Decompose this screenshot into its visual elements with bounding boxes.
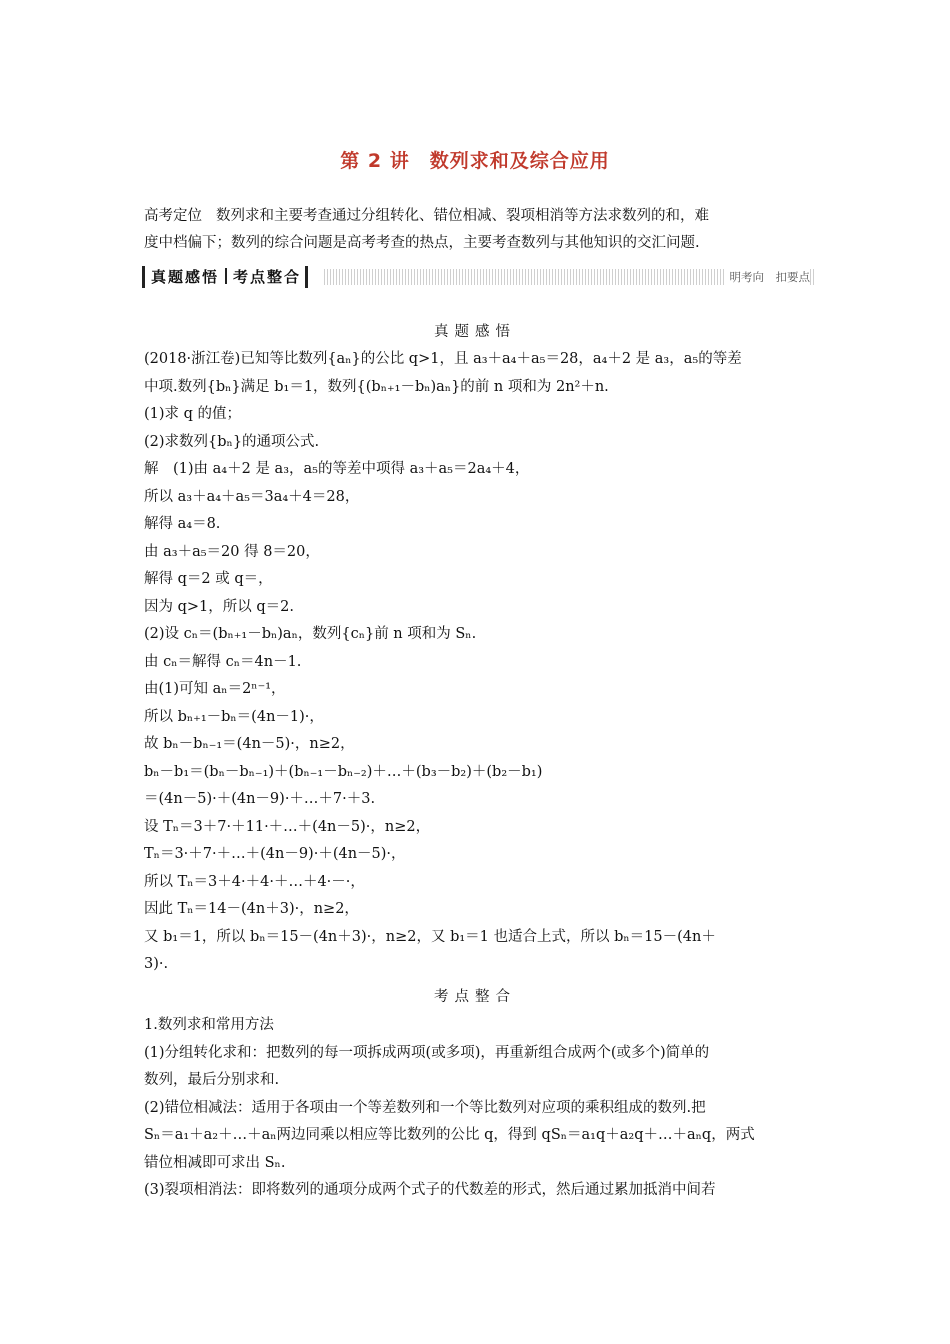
page-title: 第 2 讲 数列求和及综合应用	[340, 150, 610, 172]
text-line: 由 cₙ＝解得 cₙ＝4n－1.	[144, 653, 302, 670]
intro-line-2: 度中档偏下；数列的综合问题是高考考查的热点，主要考查数列与其他知识的交汇问题.	[144, 235, 700, 251]
text-line: 因此 Tₙ＝14－(4n＋3)·，n≥2，	[144, 901, 359, 917]
text-line: 数列，最后分别求和.	[144, 1072, 280, 1088]
text-line: 所以 a₃＋a₄＋a₅＝3a₄＋4＝28，	[144, 488, 360, 505]
text-line: (1)求 q 的值；	[144, 406, 242, 422]
text-line: 1.数列求和常用方法	[144, 1017, 274, 1033]
banner-end-bar	[305, 266, 308, 288]
banner-part-1: 真题感悟	[151, 268, 220, 286]
problem-solution	[144, 346, 816, 979]
text-line: 3)·.	[144, 956, 169, 972]
text-line: 由(1)可知 aₙ＝2ⁿ⁻¹，	[144, 681, 286, 697]
intro-line-1	[144, 203, 814, 230]
text-line: (2)设 cₙ＝(bₙ₊₁－bₙ)aₙ，数列{cₙ}前 n 项和为 Sₙ.	[144, 626, 477, 642]
banner-subtitle: 明考向 扣要点	[724, 266, 811, 288]
text-line: (2)错位相减法：适用于各项由一个等差数列和一个等比数列对应项的乘积组成的数列.把	[144, 1099, 706, 1116]
text-line: 解得 a₄＝8.	[144, 516, 221, 532]
intro-label: 高考定位	[144, 208, 202, 224]
text-line: Sₙ＝a₁＋a₂＋…＋aₙ两边同乘以相应等比数列的公比 q，得到 qSₙ＝a₁q＋a₂q＋…＋aₙq，两式	[144, 1127, 755, 1143]
banner-label-box	[142, 266, 314, 288]
text-line: ＝(4n－5)·＋(4n－9)·＋…＋7·＋3.	[144, 791, 376, 807]
text-line: (3)裂项相消法：即将数列的通项分成两个式子的代数差的形式，然后通过累加抵消中间若	[144, 1182, 716, 1198]
text-line: Tₙ＝3·＋7·＋…＋(4n－9)·＋(4n－5)·，	[144, 846, 406, 862]
text-line: bₙ－b₁＝(bₙ－bₙ₋₁)＋(bₙ₋₁－bₙ₋₂)＋…＋(b₃－b₂)＋(b₂－b₁)	[144, 763, 543, 780]
text-line: 由 a₃＋a₅＝20 得 8＝20，	[144, 543, 320, 560]
text-line: 中项.数列{bₙ}满足 b₁＝1，数列{(bₙ₊₁－bₙ)aₙ}的前 n 项和为 2n²＋n.	[144, 378, 609, 395]
text-line: (1)分组转化求和：把数列的每一项拆成两项(或多项)，再重新组合成两个(或多个)简单的	[144, 1044, 710, 1061]
section-heading-kaodian: 考点整合	[434, 989, 516, 1005]
section-banner	[142, 266, 814, 288]
text-line: 又 b₁＝1，所以 bₙ＝15－(4n＋3)·，n≥2，又 b₁＝1 也适合上式，所以 bₙ＝15－(4n＋	[144, 928, 716, 945]
section-heading-zhenti: 真题感悟	[434, 324, 516, 340]
intro-paragraph	[144, 203, 814, 257]
text-line: 错位相减即可求出 Sₙ.	[144, 1154, 286, 1171]
text-line: 解得 q＝2 或 q＝，	[144, 571, 273, 587]
text-line: 设 Tₙ＝3＋7·＋11·＋…＋(4n－5)·，n≥2，	[144, 818, 431, 835]
text-line: 解 (1)由 a₄＋2 是 a₃，a₅的等差中项得 a₃＋a₅＝2a₄＋4，	[144, 461, 530, 477]
text-line: 故 bₙ－bₙ₋₁＝(4n－5)·，n≥2，	[144, 736, 355, 752]
text-line: (2018·浙江卷)已知等比数列{aₙ}的公比 q>1，且 a₃＋a₄＋a₅＝28，a₄＋2 是 a₃，a₅的等差	[144, 351, 742, 367]
text-line: (2)求数列{bₙ}的通项公式.	[144, 433, 320, 450]
banner-part-2: 考点整合	[233, 268, 302, 286]
text-line: 所以 Tₙ＝3＋4·＋4·＋…＋4·－·，	[144, 873, 365, 890]
intro-text-1: 数列求和主要考查通过分组转化、错位相减、裂项相消等方法求数列的和，难	[216, 208, 709, 224]
text-line: 所以 bₙ₊₁－bₙ＝(4n－1)·，	[144, 708, 324, 725]
key-points	[144, 1012, 816, 1205]
banner-separator	[225, 268, 227, 284]
text-line: 因为 q>1，所以 q＝2.	[144, 598, 294, 615]
